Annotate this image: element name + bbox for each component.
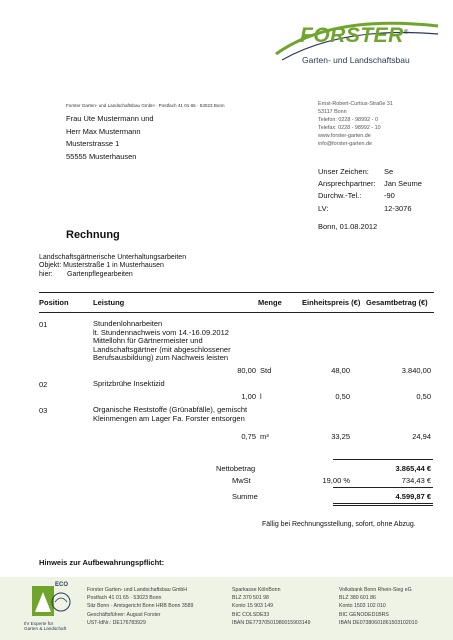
hier-label: hier: [39,270,53,278]
row-description [93,320,231,363]
desc-line: Stundenlohnarbeiten [93,319,163,328]
row-quantity: 0,75 [241,432,256,441]
totals-double-rule [333,505,433,506]
reference-block [318,166,422,215]
objekt-label: Objekt: [39,262,62,270]
mwst-rate: 19,00 % [322,476,350,485]
company-address-line: 53117 Bonn [318,108,347,115]
subject-line: Landschaftsgärtnerische Unterhaltungsarbeiten [39,254,187,261]
eco-certificate-logo [31,580,71,618]
col-header-menge: Menge [258,298,282,307]
recipient-line: Musterstrasse 1 [66,139,120,148]
row-quantity: 1,00 [241,392,256,401]
desc-line: Spritzbrühe Insektizid [93,379,165,388]
summe-amount: 4.599,87 € [395,492,431,501]
row-description [93,406,247,423]
row-position: 03 [39,406,48,415]
row-unit-price: 0,50 [335,392,350,401]
row-quantity: 80,00 [237,366,256,375]
eco-label-line: Garten & Landschaft [24,626,67,631]
row-position: 02 [39,380,48,389]
sender-return-line: Forster Garten- und Landschaftsbau GmbH · Postfach 41 01 65 · 53023 Bonn [66,103,225,108]
recipient-line: Frau Ute Mustermann und [66,114,154,123]
col-header-gesamtbetrag: Gesamtbetrag (€) [366,298,428,307]
hier-value: Gartenpflegearbeiten [67,270,133,278]
invoice-subject [39,254,186,279]
footer-line: BIC GENODED1BRS [339,611,389,618]
footer-line: IBAN DE77370501980015903149 [232,619,311,626]
mwst-label: MwSt [232,476,251,485]
table-top-rule [39,292,434,293]
eco-label [24,621,66,631]
ref-value: 12-3076 [384,203,412,213]
desc-line: lt. Stundennachweis vom 14.-16.09.2012 [93,327,229,337]
footer-line: BIC COLSDE33 [232,611,270,618]
col-header-leistung: Leistung [93,298,125,307]
col-header-einheitspreis: Einheitspreis (€) [302,298,361,307]
col-header-position: Position [39,298,69,307]
desc-line: Mittellohn für Gärtnermeister und [93,336,203,346]
payment-terms: Fällig bei Rechnungsstellung, sofort, ohne Abzug. [262,521,416,528]
totals-top-rule [333,459,433,460]
document-title: Rechnung [66,229,120,241]
row-unit: m³ [260,432,269,441]
totals-mid-rule [333,487,433,488]
footer-line: Postfach 41 01 65 · 53023 Bonn [87,595,162,602]
company-address-line: Ernst-Robert-Curtius-Straße 31 [318,101,393,107]
row-total: 3.840,00 [401,366,431,375]
retention-notice-heading: Hinweis zur Aufbewahrungspflicht: [39,558,165,567]
ref-key: Durchw.-Tel.: [318,191,362,201]
footer-line: BLZ 380 601 86 [339,595,376,602]
mwst-amount: 734,43 € [401,476,431,485]
row-total: 24,94 [412,432,431,441]
logo-subtitle: Garten- und Landschaftsbau [302,55,410,65]
footer-line: Konto 1503 102 010 [339,603,386,610]
footer-company-info [87,586,193,627]
row-unit: Std [260,366,272,375]
totals-bottom-rule [333,503,433,504]
eco-text: ECO [55,582,69,588]
ref-key: LV: [318,203,329,213]
footer-line: BLZ 370 501 98 [232,595,269,602]
company-phone: Telefon: 0228 - 98992 - 0 [318,116,378,123]
footer-line: Geschäftsführer: August Forster [87,611,161,618]
desc-line: Organische Reststoffe (Grünabfälle), gemischt [93,405,248,414]
company-address [318,101,393,148]
recipient-address [66,113,154,163]
netto-amount: 3.865,44 € [395,464,431,473]
desc-line: Landschaftsgärtner (mit abgeschlossener [93,344,231,354]
footer-line: Sitz Bonn · Amtsgericht Bonn HRB Bonn 3589 [87,603,194,610]
footer-line: Sparkasse KölnBonn [232,587,281,593]
ref-value: -90 [384,191,395,201]
desc-line: Berufsausbildung) zum Nachweis leisten [93,353,229,363]
ref-key: Unser Zeichen: [318,167,369,176]
footer-line: Konto 15 903 149 [232,603,273,610]
objekt-value: Musterstraße 1 in Musterhausen [63,262,164,270]
company-logo: FORSTER® [300,24,409,47]
row-position: 01 [39,320,48,329]
ref-value: Se [384,167,394,176]
row-unit: l [260,392,262,401]
row-unit-price: 33,25 [331,432,350,441]
footer-bank-sparkasse [232,586,310,627]
company-fax: Telefax: 0228 - 98992 - 10 [318,124,381,131]
footer-line: Volksbank Bonn Rhein-Sieg eG [339,587,412,593]
footer-line: IBAN DE07380601861503102010 [339,619,418,626]
ref-key: Ansprechpartner: [318,179,376,189]
row-unit-price: 48,00 [331,366,350,375]
company-website: www.forster-garten.de [318,132,371,139]
netto-label: Nettobetrag [216,464,256,473]
ref-value: Jan Seume [384,179,422,189]
row-description [93,380,165,389]
footer-bank-volksbank [339,586,417,627]
desc-line: Kleinmengen am Lager Fa. Forster entsorgen [93,413,245,423]
summe-label: Summe [232,492,258,501]
recipient-line: 55555 Musterhausen [66,151,137,161]
recipient-line: Herr Max Mustermann [66,126,141,136]
footer-line: UST-IdNr.: DE176783929 [87,619,146,626]
row-total: 0,50 [416,392,431,401]
invoice-date: Bonn, 01.08.2012 [318,222,378,231]
footer-line: Forster Garten- und Landschaftsbau GmbH [87,587,188,593]
company-email: info@forster-garten.de [318,140,373,147]
eco-label-line: Ihr Experte für [24,621,54,626]
table-header-rule [39,312,434,313]
